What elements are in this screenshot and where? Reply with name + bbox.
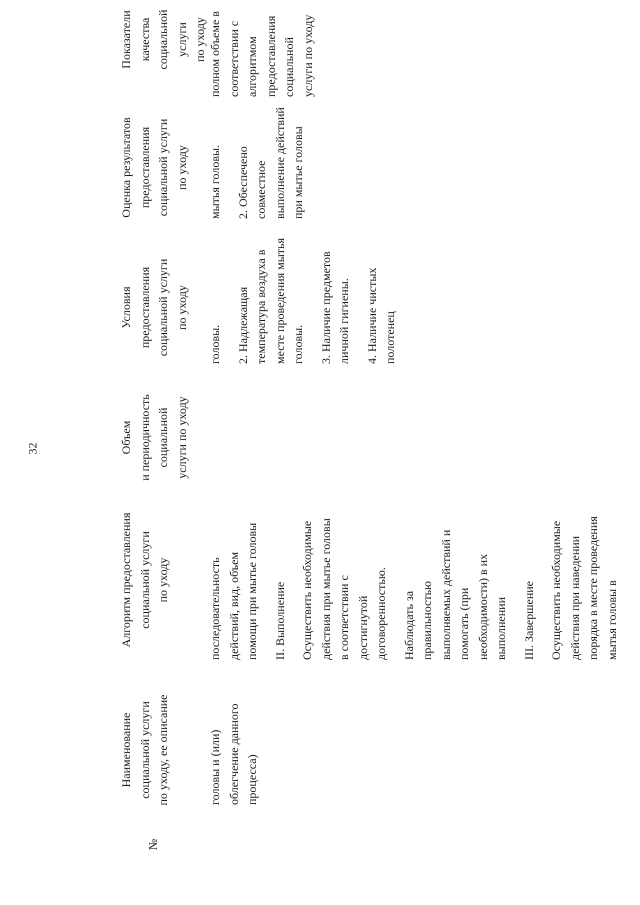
- header-quality: Показатели качества социальной услуги по уходу: [119, 9, 207, 70]
- header-num: №: [146, 838, 160, 851]
- algo-section-heading: II. Выполнение: [272, 581, 287, 660]
- header-volume: Объем и периодичность социальной услуги по уходу: [119, 394, 189, 481]
- header-name: Наименование социальной услуги по уходу, ее описание: [119, 694, 170, 806]
- condition-item: головы.: [208, 324, 222, 364]
- header-assessment: Оценка результатов предоставления социальной услуги по уходу: [119, 117, 189, 218]
- condition-item: 3. Наличие предметов личной гигиены.: [318, 251, 351, 364]
- algo-paragraph: последовательность действий, вид, объем помощи при мытье головы: [208, 522, 259, 660]
- algo-cell: [206, 470, 630, 660]
- assessment-cell: [206, 79, 317, 219]
- condition-item: 2. Надлежащая температура воздуха в месте проведения мытья головы.: [235, 238, 305, 364]
- assessment-item: 2. Обеспечено совместное выполнение действий при мытье головы: [235, 107, 305, 219]
- header-conditions: Условия предоставления социальной услуги по уходу: [119, 258, 189, 357]
- rotated-table: [117, 0, 637, 905]
- condition-item: 4. Наличие чистых полотенец: [364, 267, 397, 364]
- quality-cell: полном объеме в соответствии с алгоритмом предоставления социальной услуги по уходу: [208, 11, 315, 97]
- name-cell: головы и (или) облегчение данного процесса): [208, 703, 259, 805]
- conditions-cell: [206, 214, 409, 364]
- algo-paragraph: Осуществить необходимые действия при мытье головы в соответствии с достигнутой договоренностью.: [300, 518, 388, 660]
- algo-section-heading: III. Завершение: [521, 581, 536, 660]
- algo-paragraph: Осуществить необходимые действия при наведении порядка в месте проведения мытья головы в: [549, 516, 619, 660]
- page-number: 32: [25, 442, 40, 455]
- assessment-item: мытья головы.: [208, 144, 222, 219]
- header-algo: Алгоритм предоставления социальной услуги по уходу: [119, 512, 170, 648]
- algo-paragraph: Наблюдать за правильностью выполняемых действий и помогать (при необходимости) в их выполнении: [401, 529, 508, 660]
